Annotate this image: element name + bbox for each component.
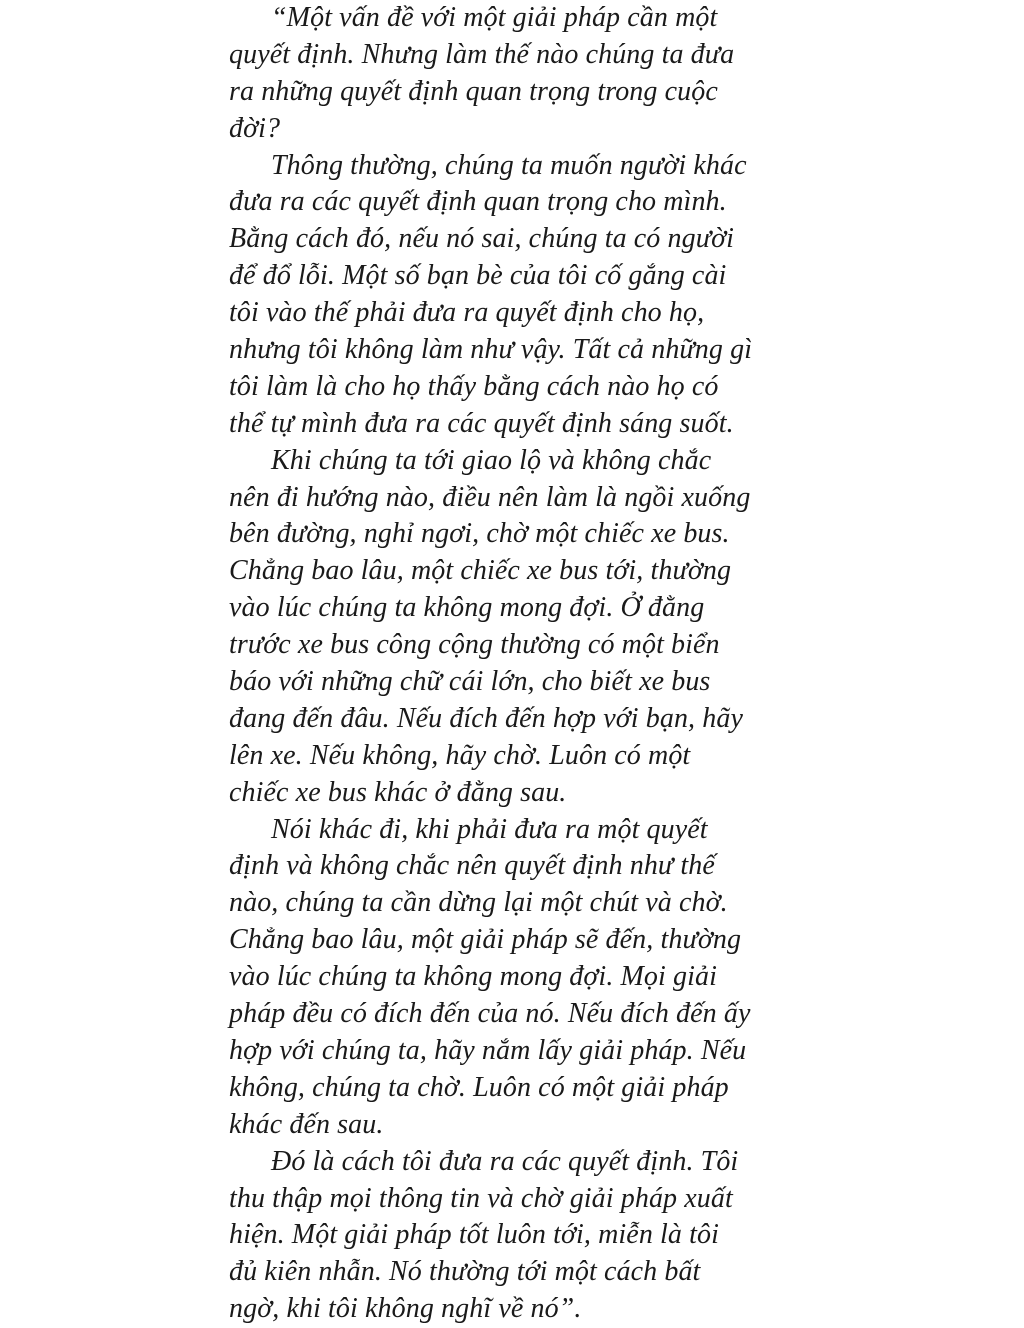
- text-line: thu thập mọi thông tin và chờ giải pháp xuất: [229, 1182, 733, 1214]
- text-line: “Một vấn đề với một giải pháp cần một: [271, 2, 718, 33]
- text-line: trước xe bus công cộng thường có một biển: [229, 629, 720, 661]
- text-line: Đó là cách tôi đưa ra các quyết định. Tôi: [271, 1145, 739, 1177]
- text-line: đời?: [229, 112, 281, 144]
- text-line: báo với những chữ cái lớn, cho biết xe bus: [229, 666, 711, 698]
- text-line: bên đường, nghỉ ngơi, chờ một chiếc xe bus.: [229, 518, 730, 550]
- text-line: Thông thường, chúng ta muốn người khác: [271, 149, 747, 181]
- paragraph: [229, 443, 829, 812]
- text-line: tôi vào thế phải đưa ra quyết định cho họ,: [229, 297, 705, 329]
- text-line: pháp đều có đích đến của nó. Nếu đích đến ấy: [229, 998, 751, 1030]
- text-line: Nói khác đi, khi phải đưa ra một quyết: [271, 813, 708, 845]
- text-line: hợp với chúng ta, hãy nắm lấy giải pháp. Nếu: [229, 1034, 747, 1066]
- text-line: hiện. Một giải pháp tốt luôn tới, miễn là tôi: [229, 1219, 719, 1251]
- text-line: Bằng cách đó, nếu nó sai, chúng ta có người: [229, 223, 734, 255]
- text-line: đưa ra các quyết định quan trọng cho mình.: [229, 186, 727, 218]
- paragraph: [229, 812, 829, 1144]
- paragraph: [229, 148, 829, 443]
- text-line: tôi làm là cho họ thấy bằng cách nào họ có: [229, 370, 719, 402]
- text-line: nhưng tôi không làm như vậy. Tất cả những gì: [229, 334, 753, 366]
- text-line: quyết định. Nhưng làm thế nào chúng ta đưa: [229, 38, 735, 70]
- document-page: [229, 0, 829, 1328]
- text-line: nên đi hướng nào, điều nên làm là ngồi xuống: [229, 481, 751, 513]
- text-line: Chẳng bao lâu, một giải pháp sẽ đến, thường: [229, 924, 742, 956]
- text-line: vào lúc chúng ta không mong đợi. Mọi giải: [229, 961, 717, 993]
- text-line: để đổ lỗi. Một số bạn bè của tôi cố gắng cài: [229, 260, 727, 292]
- paragraph: [229, 0, 829, 148]
- text-line: thể tự mình đưa ra các quyết định sáng suốt.: [229, 407, 734, 439]
- text-line: chiếc xe bus khác ở đằng sau.: [229, 776, 567, 808]
- text-line: định và không chắc nên quyết định như thế: [229, 850, 715, 882]
- text-line: Chẳng bao lâu, một chiếc xe bus tới, thường: [229, 555, 732, 587]
- text-line: lên xe. Nếu không, hãy chờ. Luôn có một: [229, 739, 691, 771]
- text-line: đang đến đâu. Nếu đích đến hợp với bạn, hãy: [229, 702, 743, 734]
- text-line: ra những quyết định quan trọng trong cuộc: [229, 75, 718, 107]
- text-line: Khi chúng ta tới giao lộ và không chắc: [271, 444, 712, 476]
- text-line: ngờ, khi tôi không nghĩ về nó”.: [229, 1293, 582, 1325]
- text-line: vào lúc chúng ta không mong đợi. Ở đằng: [229, 592, 705, 624]
- text-line: đủ kiên nhẫn. Nó thường tới một cách bất: [229, 1256, 701, 1288]
- text-line: nào, chúng ta cần dừng lại một chút và chờ.: [229, 887, 728, 919]
- paragraph: [229, 1144, 829, 1328]
- text-line: khác đến sau.: [229, 1108, 384, 1140]
- text-line: không, chúng ta chờ. Luôn có một giải pháp: [229, 1071, 729, 1103]
